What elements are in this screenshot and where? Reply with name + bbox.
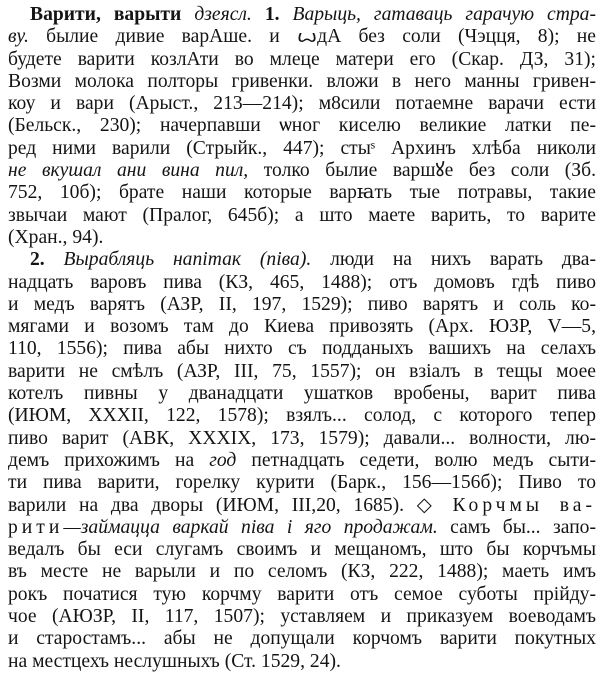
headword: Варити, варыти [30,4,182,25]
citation-text: пиво варит (АВК, XXXIX, 173, 1579); давали... волности, лю- [8,427,596,449]
text-line [8,495,596,517]
headword: 2. [30,249,64,271]
gloss-text: Варыць, гатаваць гарачую стра- [292,4,596,25]
text-line [8,160,596,182]
citation-text: будете варити козлАти во млеце матери его (Скар. ДЗ, 31); [8,48,596,70]
text-line [8,338,596,360]
citation-text: петнадцать седети, волю медъ сыти- [236,449,596,471]
citation-text: (ИЮМ, XXXII, 122, 1578); взялъ... солод, с которого тепер [8,405,596,427]
gloss-text: —займацца варкай піва і яго продажам. [63,516,438,538]
citation-text: Корчмы ва- [452,494,596,516]
text-line [8,405,596,427]
citation-text: рокъ початися тую корчму варити отъ семое суботы прійду- [8,583,596,605]
citation-text: надцать варовъ пива (КЗ, 465, 1488); отъ домовъ гдѣ пиво [8,271,596,293]
gloss-text: не вкушал ани вина пил, [8,160,249,182]
citation-text: (Бельск., 230); начерпавши ѡног киселю великие латки пе- [8,115,596,137]
text-line [8,26,596,48]
gloss-text: год [209,449,237,471]
citation-text: 752, 10б); брате наши которые варꙗть тые потравы, такие [8,182,596,204]
gloss-text: ву. [8,26,29,48]
text-line [8,472,596,494]
text-line [8,383,596,405]
text-line [8,584,596,606]
citation-text: котелъ пивны у дванадцати ушатков вробены, варит пива [8,383,596,405]
citation-text: люди на нихъ варать два- [311,249,596,271]
text-line [8,294,596,316]
text-line [8,561,596,583]
citation-text: чое (АЮЗР, II, 117, 1507); уставляем и приказуем воеводамъ [8,606,596,628]
citation-text: самъ бы... запо- [437,516,596,538]
text-line [8,428,596,450]
citation-text: (Хран., 94). [8,226,104,248]
text-line [8,272,596,294]
citation-text: варили на два дворы (ИЮМ, III,20, 1685). ◇ [8,494,453,516]
text-line [8,71,596,93]
text-line [8,93,596,115]
text-line [8,227,596,249]
citation-text: ред ними варили (Стрыйк., 447); стыˢ Архинъ хлѣба николи [8,137,596,159]
text-line [8,606,596,628]
text-line [8,450,596,472]
citation-text: былие дивие варАше. и ꙍдА без соли (Чэцця, 8); не [28,26,596,48]
citation-text: варити не смѣлъ (АЗР, III, 75, 1557); он взіалъ в тещы моее [8,360,596,382]
text-line [8,361,596,383]
citation-text: и медъ варятъ (АЗР, II, 197, 1529); пиво варятъ и соль ко- [8,293,596,315]
citation-text: ти пива варити, горелку курити (Барк., 156—156б); Пиво то [8,472,596,494]
text-line [8,539,596,561]
citation-text: демъ прихожимъ на [8,449,210,471]
citation-text: рити [8,516,64,538]
text-line [8,115,596,137]
citation-text: звычаи мают (Пралог, 645б); а што маете варить, то варите [8,204,596,226]
text-line [8,182,596,204]
citation-text: мягами и возомъ там до Киева привозять (Арх. ЮЗР, V—5, [8,316,596,338]
text-line [8,249,596,271]
citation-text: Возми молока полторы гривенки. вложи в него манны гривен- [8,70,596,92]
text-line [8,316,596,338]
text-line [8,517,596,539]
gloss-text: дзеясл. [181,4,265,25]
citation-text: коу и вари (Арыст., 213—214); м8сили потаемне варачи ести [8,93,596,115]
citation-text: въ месте не варыли и по селомъ (КЗ, 222, 1488); маеть имъ [8,561,596,583]
text-line [8,138,596,160]
gloss-text: Вырабляць напітак (піва). [63,249,312,271]
text-line [8,651,596,673]
citation-text: на местцехъ неслушныхъ (Ст. 1529, 24). [8,650,341,672]
text-line [8,4,596,26]
headword: 1. [264,4,293,25]
text-line [8,628,596,650]
citation-text: 110, 1556); пива абы нихто съ подданыхъ вашихъ на селахъ [8,338,596,360]
text-line [8,49,596,71]
citation-text: толко былие варшꙋе без соли (Зб. [248,160,596,182]
citation-text: и старостамъ... абы не допущали корчомъ варити покутных [8,628,596,650]
citation-text: ведалъ бы еси слугамъ своимъ и мещаномъ, што бы корчъмы [8,539,596,561]
text-line [8,205,596,227]
